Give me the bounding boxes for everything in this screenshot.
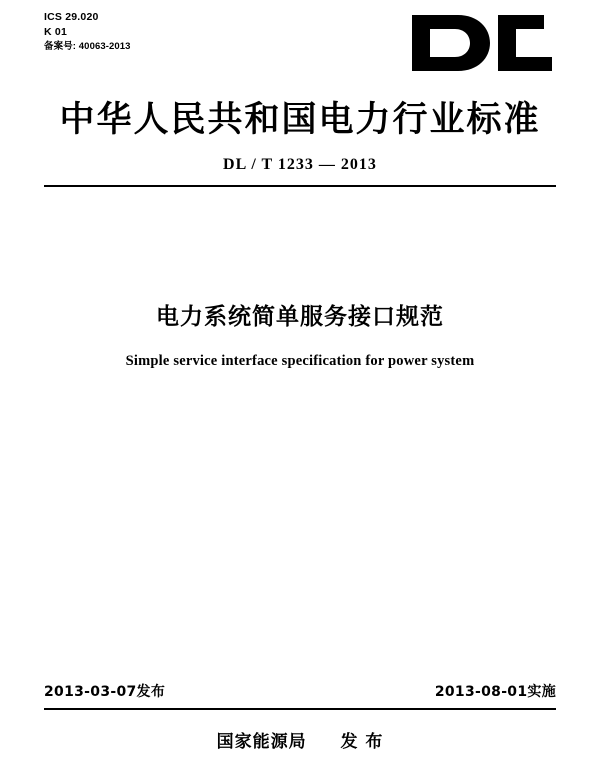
issue-date: 2013-03-07发布: [44, 684, 166, 700]
ics-info-block: [44, 10, 131, 54]
classification-code: K 01: [44, 26, 67, 39]
document-title-cn: 电力系统简单服务接口规范: [156, 304, 444, 330]
publisher-name: 国家能源局: [216, 732, 307, 752]
divider-top: [44, 185, 556, 187]
divider-bottom: [44, 708, 556, 710]
ics-code: ICS 29.020: [44, 11, 99, 23]
publisher-action: 发 布: [340, 732, 384, 752]
header-block: [44, 10, 556, 90]
document-title-en: Simple service interface specification for power system: [125, 353, 475, 369]
date-row: [44, 681, 556, 701]
standard-number: DL / T 1233 — 2013: [223, 156, 377, 173]
issuer-title: 中华人民共和国电力行业标准: [59, 100, 541, 140]
record-number: 备案号: 40063-2013: [44, 41, 131, 53]
effective-date: 2013-08-01实施: [434, 684, 556, 700]
dl-logo: [406, 12, 556, 74]
publisher-line: [0, 727, 600, 752]
